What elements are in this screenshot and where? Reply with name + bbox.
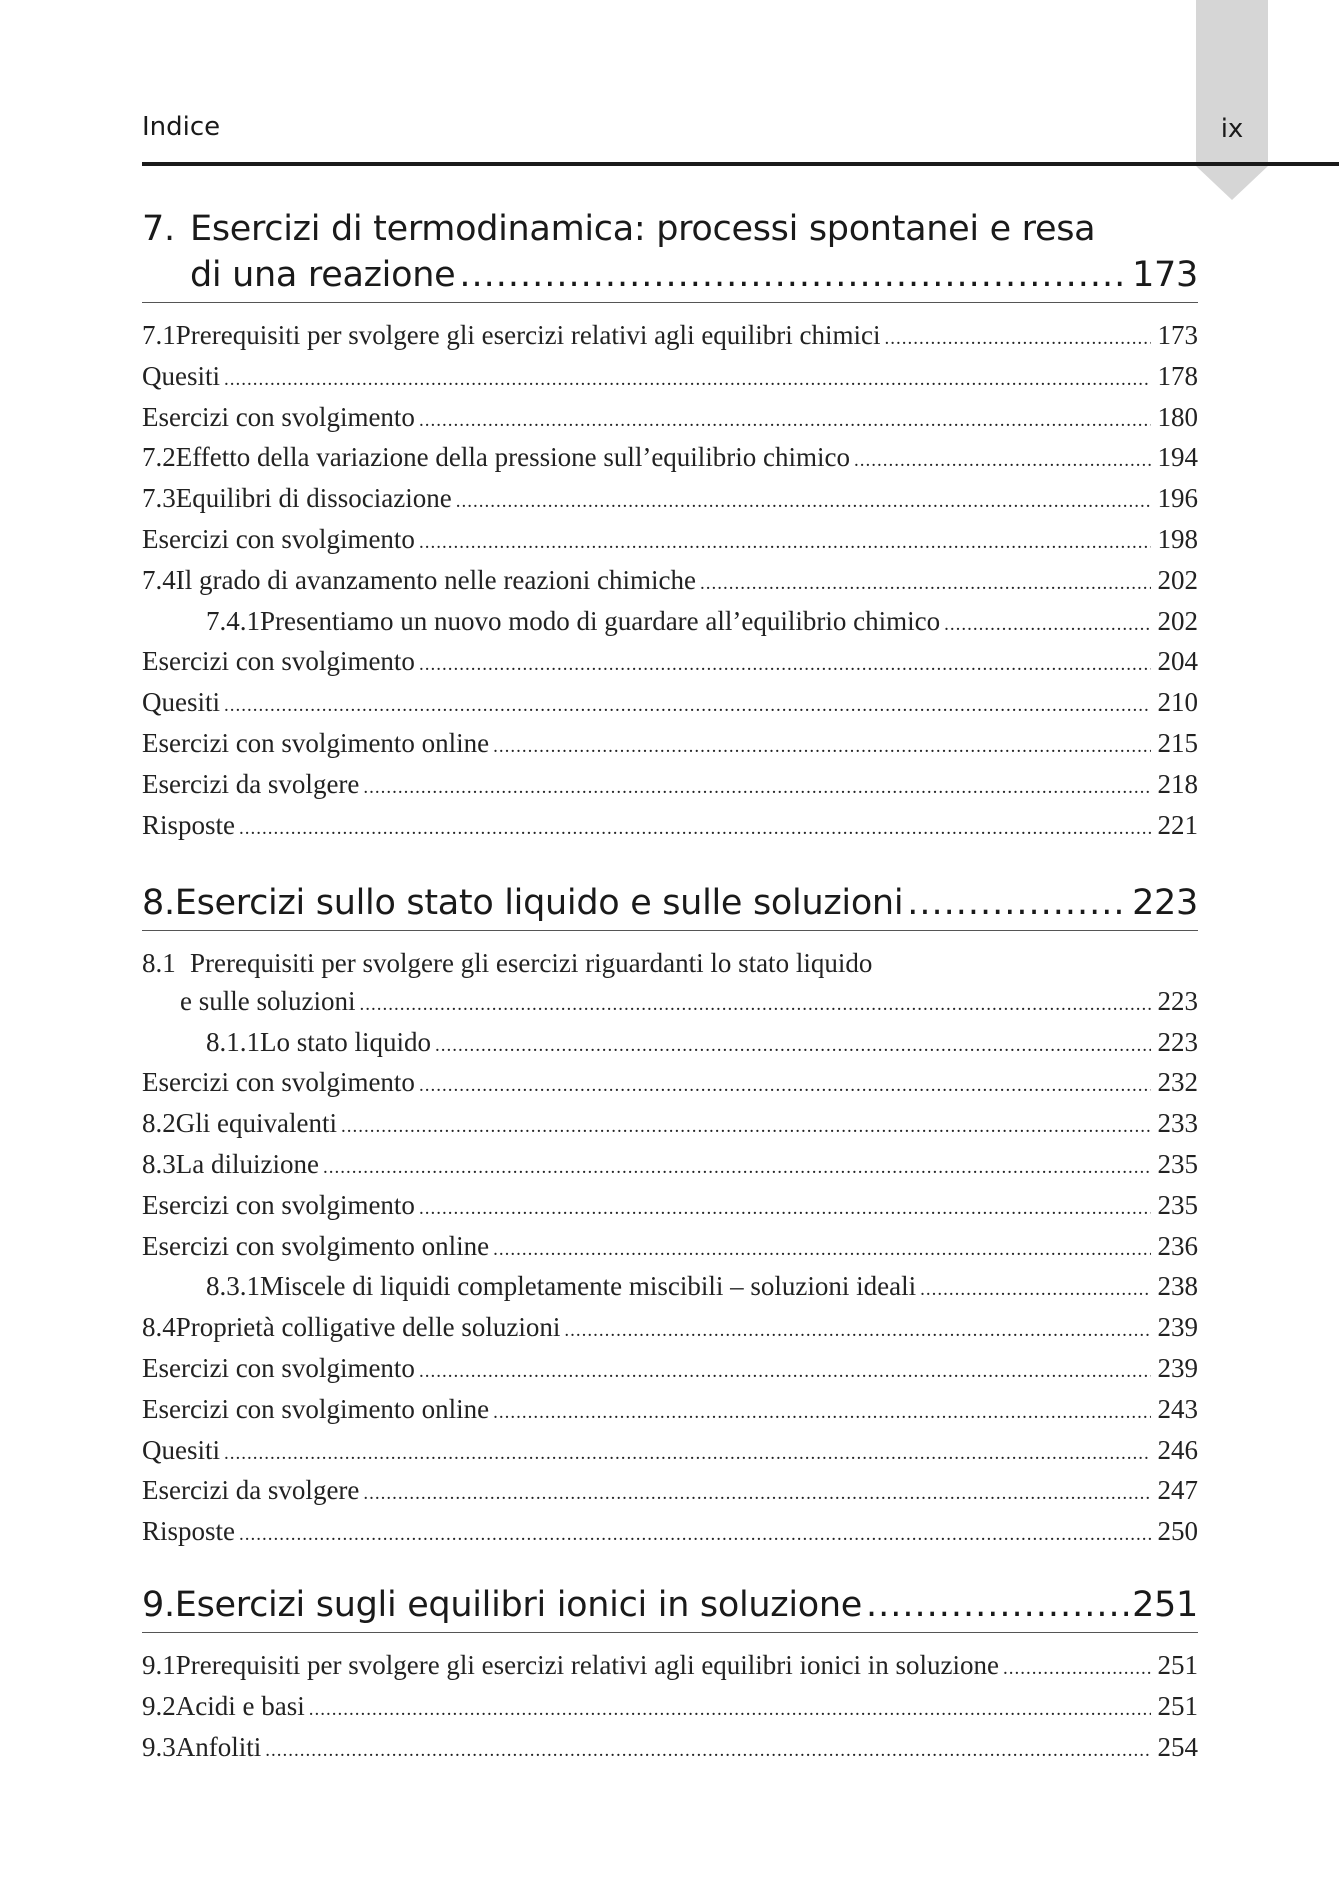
entry-number: 8.3.1 [206,1271,260,1302]
entry-page: 247 [1157,1475,1198,1506]
toc-entry[interactable] [142,1513,1198,1554]
toc-entry[interactable] [142,358,1198,399]
dot-leader [224,687,1151,725]
entry-page: 236 [1157,1230,1198,1261]
chapter-page: 251 [1132,1585,1198,1625]
dot-leader [885,320,1151,358]
toc-entry[interactable] [142,684,1198,725]
entry-text: La diluizione [175,1148,319,1179]
entry-page: 243 [1157,1393,1198,1424]
toc-entry[interactable] [142,521,1198,562]
dot-leader [341,1108,1151,1146]
entry-text: Risposte [142,1516,236,1547]
entry-page: 233 [1157,1108,1198,1139]
toc-entry[interactable] [142,1688,1198,1729]
dot-leader [944,606,1151,644]
toc-entry[interactable] [142,1647,1198,1688]
entry-page: 223 [1157,1026,1198,1057]
dot-leader [224,361,1151,399]
dot-leader [493,1231,1151,1269]
toc-entry[interactable] [142,807,1198,848]
page-number: ix [1220,114,1244,144]
entry-page: 218 [1157,768,1198,799]
entry-number: 7.4.1 [206,605,260,636]
toc-entry[interactable] [142,945,1198,983]
toc-entries [142,1647,1198,1769]
dot-leader [419,1353,1151,1391]
entry-text: Esercizi con svolgimento online [142,727,490,758]
entry-text: Prerequisiti per svolgere gli esercizi riguardanti lo stato liquido [190,948,873,978]
entry-text-continuation: e sulle soluzioni [180,985,356,1016]
entry-text: Risposte [142,809,236,840]
chapter-number: 9. [142,1585,175,1625]
entry-page: 204 [1157,646,1198,677]
entry-number: 9.2 [142,1690,176,1721]
entry-page: 235 [1157,1189,1198,1220]
toc-entry[interactable] [142,1391,1198,1432]
dot-leader [456,483,1151,521]
dot-leader [459,252,1128,298]
dot-leader [363,769,1151,807]
toc-entry[interactable] [142,439,1198,480]
toc-entry[interactable] [142,1729,1198,1770]
entry-number: 9.1 [142,1650,176,1680]
dot-leader [359,986,1151,1024]
dot-leader [419,524,1151,562]
toc-entry[interactable] [142,1350,1198,1391]
entry-page: 250 [1157,1516,1198,1547]
entry-page: 251 [1157,1650,1198,1680]
entry-text: Esercizi con svolgimento [142,1189,415,1220]
chapter-9 [142,1582,1198,1769]
dot-leader [224,1435,1151,1473]
dot-leader [323,1149,1151,1187]
chapter-title-line1: Esercizi sullo stato liquido e sulle soluzioni [174,883,904,923]
toc-entry[interactable] [142,1268,1198,1309]
chapter-title[interactable] [142,206,1198,298]
entry-text: Anfoliti [175,1731,262,1762]
entry-text: Proprietà colligative delle soluzioni [175,1312,561,1343]
chapter-number: 8. [142,883,175,923]
dot-leader [435,1027,1151,1065]
toc-entry[interactable] [142,1024,1198,1065]
entry-page: 251 [1157,1690,1198,1721]
toc-entry[interactable] [142,1064,1198,1105]
chapter-title-line1: Esercizi sugli equilibri ionici in soluzione [174,1585,863,1625]
toc-entry[interactable] [142,399,1198,440]
entry-page: 246 [1157,1434,1198,1465]
dot-leader [1003,1650,1151,1688]
dot-leader [309,1691,1151,1729]
dot-leader [419,1190,1151,1228]
chapter-7 [142,206,1198,847]
dot-leader [854,442,1151,480]
entry-text: Acidi e basi [175,1690,305,1721]
toc-entries [142,317,1198,847]
entry-text: Esercizi con svolgimento [142,1067,415,1098]
entry-number: 7.4 [142,564,176,595]
toc-entry[interactable] [142,317,1198,358]
entry-number: 8.4 [142,1312,176,1343]
toc-entry[interactable] [142,643,1198,684]
toc-entry[interactable] [142,725,1198,766]
toc-entries [142,945,1198,1554]
entry-text: Quesiti [142,1434,220,1465]
toc-entry[interactable] [142,562,1198,603]
toc-entry[interactable] [142,766,1198,807]
toc-entry[interactable] [142,1187,1198,1228]
entry-text: Esercizi con svolgimento online [142,1393,490,1424]
entry-page: 194 [1157,442,1198,473]
toc-entry[interactable] [142,1146,1198,1187]
dot-leader [419,646,1151,684]
entry-text: Gli equivalenti [175,1108,337,1139]
entry-number: 8.1.1 [206,1026,260,1057]
entry-number: 8.3 [142,1148,176,1179]
entry-page: 215 [1157,727,1198,758]
page-tab-marker [1196,0,1268,200]
entry-page: 239 [1157,1352,1198,1383]
chapter-number: 7. [142,209,175,249]
toc-entry-continuation[interactable] [142,983,1198,1024]
entry-text: Esercizi con svolgimento [142,1352,415,1383]
dot-leader [363,1475,1151,1513]
entry-text: Esercizi da svolgere [142,1475,360,1506]
entry-number: 7.3 [142,483,176,514]
running-title: Indice [142,112,221,142]
entry-text: Esercizi con svolgimento [142,523,415,554]
entry-text: Esercizi con svolgimento [142,401,415,432]
dot-leader [564,1312,1151,1350]
entry-page: 198 [1157,523,1198,554]
entry-text: Prerequisiti per svolgere gli esercizi relativi agli equilibri chimici [175,320,881,350]
chapter-title-line1: Esercizi di termodinamica: processi spontanei e resa [190,209,1096,249]
dot-leader [419,402,1151,440]
chapter-page: 173 [1132,255,1198,295]
entry-page: 223 [1157,985,1198,1016]
dot-leader [265,1732,1151,1770]
dot-leader [920,1271,1151,1309]
entry-text: Effetto della variazione della pressione sull’equilibrio chimico [175,442,851,473]
entry-page: 221 [1157,809,1198,840]
entry-number: 8.1 [142,948,176,978]
dot-leader [239,810,1151,848]
entry-page: 232 [1157,1067,1198,1098]
dot-leader [419,1067,1151,1105]
chapter-8 [142,880,1198,1554]
entry-text: Equilibri di dissociazione [175,483,452,514]
entry-page: 210 [1157,687,1198,718]
toc-entry[interactable] [142,1309,1198,1350]
entry-page: 239 [1157,1312,1198,1343]
dot-leader [239,1516,1151,1554]
chapter-rule [142,302,1198,303]
toc-entry[interactable] [142,1432,1198,1473]
dot-leader [493,1394,1151,1432]
dot-leader [493,728,1151,766]
entry-text: Quesiti [142,687,220,718]
entry-text: Lo stato liquido [260,1026,431,1057]
toc-entry[interactable] [142,1105,1198,1146]
dot-leader [700,565,1151,603]
chapter-rule [142,930,1198,931]
entry-text: Esercizi con svolgimento online [142,1230,490,1261]
header-rule [142,162,1339,166]
entry-page: 238 [1157,1271,1198,1302]
entry-text: Miscele di liquidi completamente miscibili – soluzioni ideali [260,1271,917,1302]
entry-page: 202 [1157,564,1198,595]
entry-text: Esercizi da svolgere [142,768,360,799]
entry-number: 9.3 [142,1731,176,1762]
entry-page: 180 [1157,401,1198,432]
dot-leader [866,1582,1128,1628]
entry-page: 202 [1157,605,1198,636]
entry-page: 235 [1157,1148,1198,1179]
toc-entry[interactable] [142,1228,1198,1269]
toc-entry[interactable] [142,603,1198,644]
entry-number: 7.1 [142,320,176,350]
entry-page: 173 [1157,320,1198,350]
entry-number: 7.2 [142,442,176,473]
toc-entry[interactable] [142,1472,1198,1513]
chapter-title[interactable] [142,1582,1198,1628]
entry-text: Il grado di avanzamento nelle reazioni chimiche [175,564,697,595]
entry-page: 178 [1157,360,1198,391]
entry-number: 8.2 [142,1108,176,1139]
chapter-title[interactable] [142,880,1198,926]
entry-text: Esercizi con svolgimento [142,646,415,677]
chapter-page: 223 [1132,883,1198,923]
entry-page: 196 [1157,483,1198,514]
entry-page: 254 [1157,1731,1198,1762]
dot-leader [907,880,1128,926]
toc-entry[interactable] [142,480,1198,521]
chapter-title-line2: di una reazione [190,255,456,295]
chapter-rule [142,1632,1198,1633]
entry-text: Presentiamo un nuovo modo di guardare all’equilibrio chimico [260,605,941,636]
entry-text: Prerequisiti per svolgere gli esercizi relativi agli equilibri ionici in soluzione [175,1650,1000,1680]
entry-text: Quesiti [142,360,220,391]
